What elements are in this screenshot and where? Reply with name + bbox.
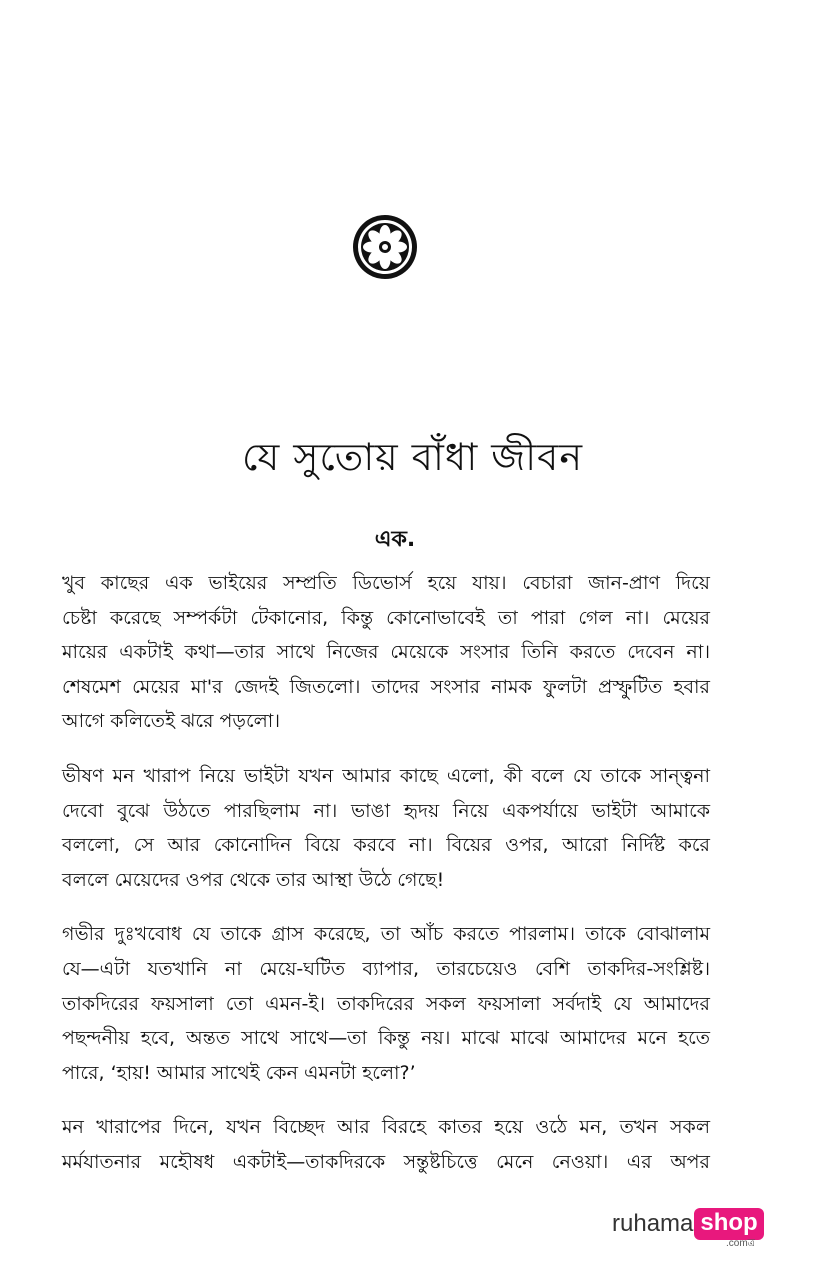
text-line: গভীর দুঃখবোধ যে তাকে গ্রাস করেছে, তা আঁচ করতে পারলাম। তাকে বোঝালাম: [62, 923, 710, 946]
text-line: পারে, ‘হায়! আমার সাথেই কেন এমনটা হলো?’: [62, 1061, 416, 1084]
text-line: চেষ্টা করেছে সম্পর্কটা টেকানোর, কিন্তু কোনোভাবেই তা পারা গেল না। মেয়ের: [62, 606, 710, 629]
ruhamashop-watermark-logo: [612, 1208, 764, 1249]
text-line: ভীষণ মন খারাপ নিয়ে ভাইটা যখন আমার কাছে এলো, কী বলে যে তাকে সান্ত্বনা: [62, 764, 710, 787]
text-line: বললো, সে আর কোনোদিন বিয়ে করবে না। বিয়ের ওপর, আরো নির্দিষ্ট করে: [62, 834, 710, 857]
paragraph-2: [62, 759, 710, 897]
logo-suffix: .comত্র: [726, 1238, 756, 1249]
section-heading: এক.: [374, 527, 416, 552]
paragraph-1: [62, 566, 710, 739]
text-line: আগে কলিতেই ঝরে পড়লো।: [62, 710, 281, 733]
text-line: খুব কাছের এক ভাইয়ের সম্প্রতি ডিভোর্স হয়ে যায়। বেচারা জান-প্রাণ দিয়ে: [62, 572, 710, 594]
text-line: দেবো বুঝে উঠতে পারছিলাম না। ভাঙা হৃদয় নিয়ে একপর্যায়ে ভাইটা আমাকে: [62, 799, 710, 822]
text-line: বললে মেয়েদের ওপর থেকে তার আস্থা উঠে গেছে!: [62, 868, 445, 891]
text-line: মর্মযাতনার মহৌষধ একটাই—তাকদিরকে সন্তুষ্টচিত্তে মেনে নেওয়া। এর অপর: [62, 1150, 710, 1173]
text-line: মন খারাপের দিনে, যখন বিচ্ছেদ আর বিরহে কাতর হয়ে ওঠে মন, তখন সকল: [62, 1116, 710, 1139]
body-text: [62, 566, 710, 1200]
chapter-title: যে সুতোয় বাঁধা জীবন: [241, 435, 584, 479]
logo-text: ruhama: [612, 1210, 694, 1237]
text-line: পছন্দনীয় হবে, অন্তত সাথে সাথে—তা কিন্তু নয়। মাঝে মাঝে আমাদের মনে হতে: [62, 1027, 710, 1050]
text-line: শেষমেশ মেয়ের মা'র জেদই জিতলো। তাদের সংসার নামক ফুলটা প্রস্ফুটিত হবার: [62, 675, 710, 698]
logo-highlight: shop: [694, 1208, 763, 1240]
paragraph-3: [62, 917, 710, 1090]
paragraph-4: [62, 1110, 710, 1179]
flower-ornament-icon: [350, 212, 420, 282]
text-line: যে—এটা যতখানি না মেয়ে-ঘটিত ব্যাপার, তারচেয়েও বেশি তাকদির-সংশ্লিষ্ট।: [62, 957, 710, 980]
text-line: তাকদিরের ফয়সালা তো এমন-ই। তাকদিরের সকল ফয়সালা সর্বদাই যে আমাদের: [62, 992, 710, 1015]
text-line: মায়ের একটাই কথা—তার সাথে নিজের মেয়েকে সংসার তিনি করতে দেবেন না।: [62, 641, 710, 664]
